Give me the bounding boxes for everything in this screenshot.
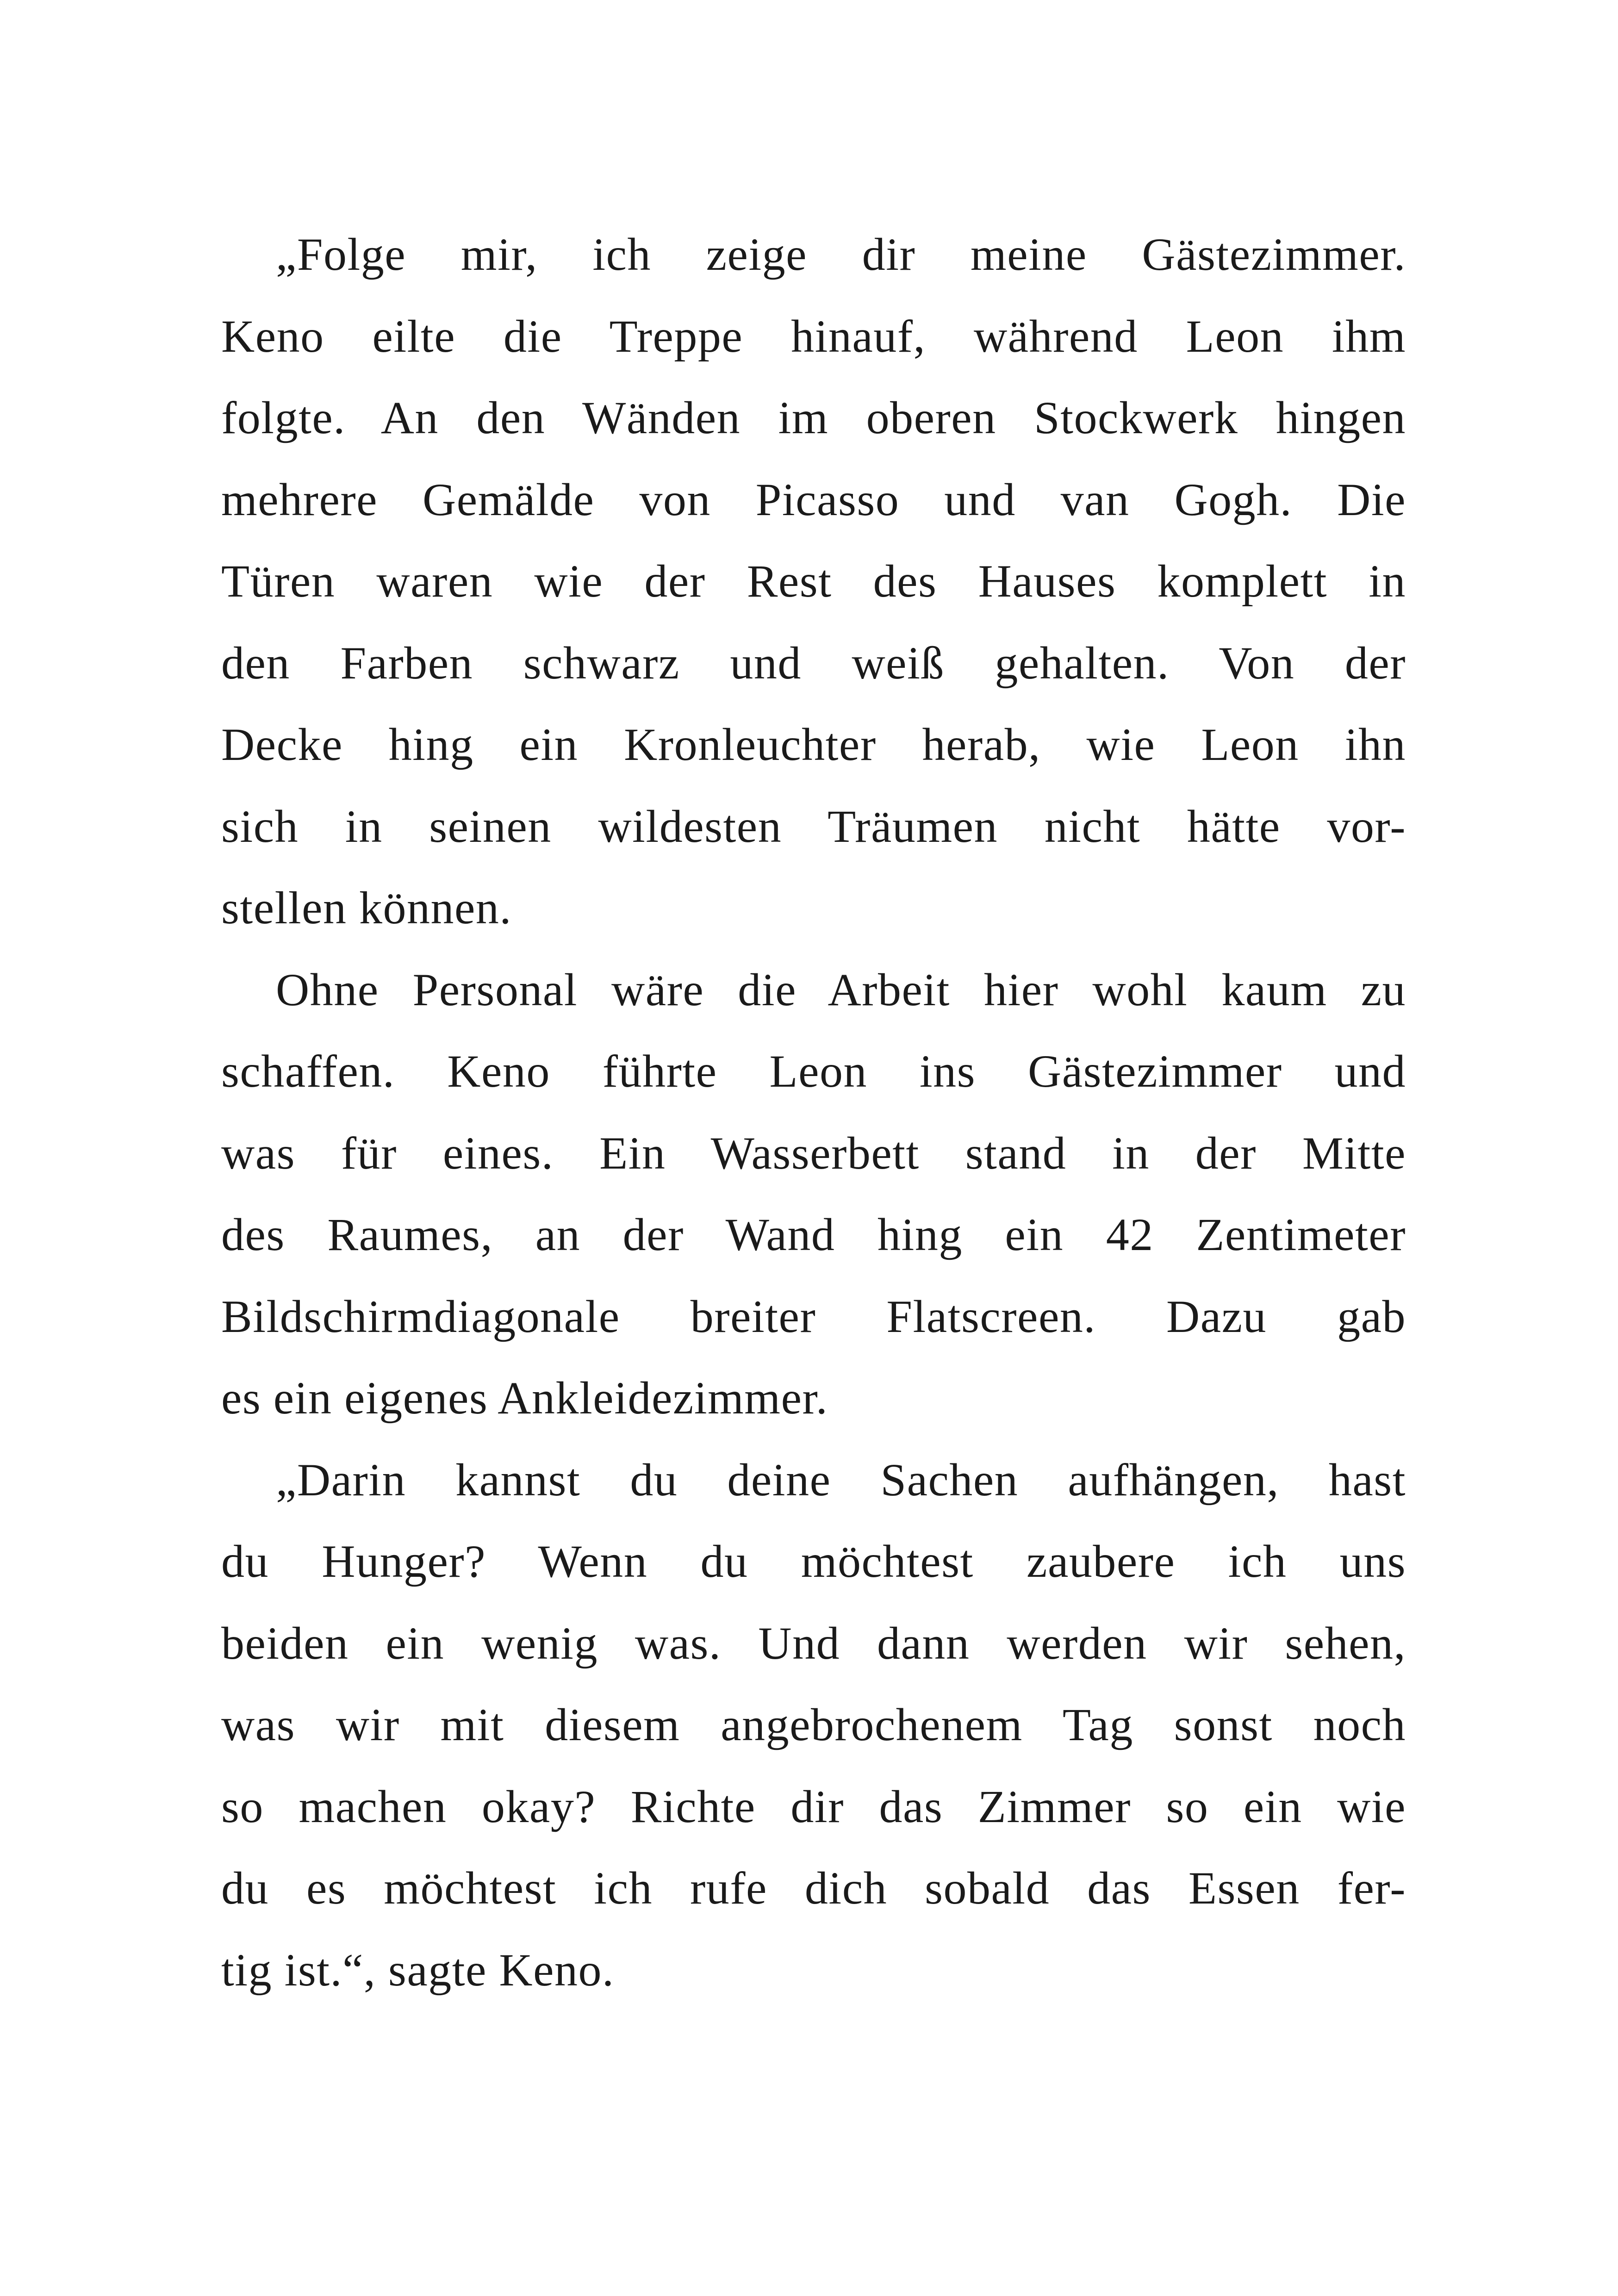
text-line: des Raumes, an der Wand hing ein 42 Zentimeter	[221, 1209, 1406, 1260]
text-line: beiden ein wenig was. Und dann werden wir sehen,	[221, 1617, 1406, 1669]
text-line: so machen okay? Richte dir das Zimmer so ein wie	[221, 1780, 1406, 1832]
text-line: du Hunger? Wenn du möchtest zaubere ich uns	[221, 1536, 1406, 1587]
text-line: was wir mit diesem angebrochenem Tag sonst noch	[221, 1699, 1406, 1750]
paragraph-2	[221, 949, 1406, 1439]
text-line: den Farben schwarz und weiß gehalten. Von der	[221, 637, 1406, 689]
text-line: mehrere Gemälde von Picasso und van Gogh. Die	[221, 473, 1406, 525]
paragraph-1	[221, 214, 1406, 949]
text-line: Keno eilte die Treppe hinauf, während Leon ihm	[221, 310, 1406, 362]
text-line: stellen können.	[221, 882, 512, 933]
body-text	[221, 214, 1406, 2011]
paragraph-3	[221, 1439, 1406, 2011]
text-line: Ohne Personal wäre die Arbeit hier wohl kaum zu	[276, 964, 1406, 1015]
text-line: tig ist.“, sagte Keno.	[221, 1944, 615, 1996]
text-line: du es möchtest ich rufe dich sobald das Essen fer-	[221, 1862, 1406, 1914]
text-line: sich in seinen wildesten Träumen nicht hätte vor-	[221, 800, 1406, 852]
text-line: folgte. An den Wänden im oberen Stockwerk hingen	[221, 392, 1406, 443]
text-line: es ein eigenes Ankleidezimmer.	[221, 1372, 828, 1424]
text-line: Bildschirmdiagonale breiter Flatscreen. Dazu gab	[221, 1290, 1406, 1342]
text-line: „Darin kannst du deine Sachen aufhängen, hast	[276, 1454, 1406, 1506]
text-line: „Folge mir, ich zeige dir meine Gästezimmer.	[276, 229, 1406, 280]
text-line: Decke hing ein Kronleuchter herab, wie Leon ihn	[221, 719, 1406, 770]
text-line: schaffen. Keno führte Leon ins Gästezimmer und	[221, 1045, 1406, 1097]
text-line: Türen waren wie der Rest des Hauses komplett in	[221, 555, 1406, 607]
text-line: was für eines. Ein Wasserbett stand in der Mitte	[221, 1127, 1406, 1179]
